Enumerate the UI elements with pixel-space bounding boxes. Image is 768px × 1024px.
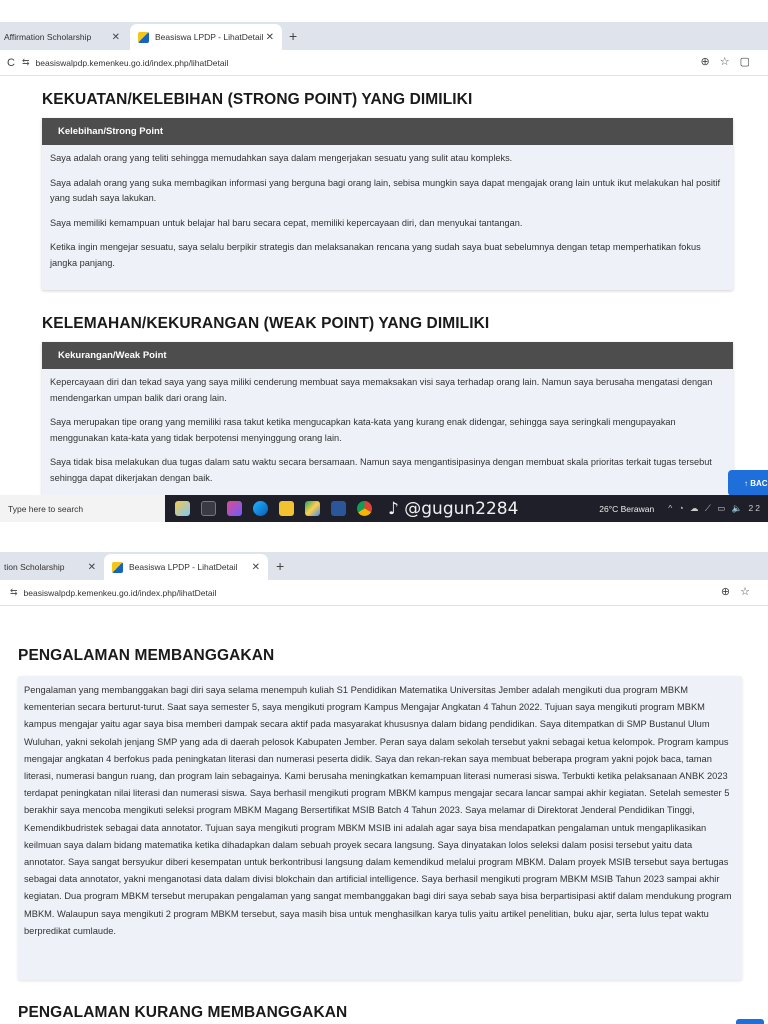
browser-tab-bar [0,552,768,580]
url-text[interactable]: beasiswalpdp.kemenkeu.go.id/index.php/lihatDetail [35,57,229,68]
taskbar-search-input[interactable]: Type here to search [0,495,165,522]
strong-point-1: Saya adalah orang yang teliti sehingga memudahkan saya dalam mengerjakan sesuatu yang sulit atau kompleks. [50,153,513,163]
strong-point-card [42,118,733,290]
bookmark-star-icon[interactable]: ☆ [719,56,740,68]
screenshot-bottom [0,552,768,1024]
site-info-icon[interactable]: ⇆ [22,57,30,67]
copilot-icon[interactable] [175,501,190,516]
strong-point-4: Ketika ingin mengejar sesuatu, saya selalu berpikir strategis dan melaksanakan rencana yang sudah saya buat sebelumnya dengan tetap memperhatikan fokus jangka panjang. [50,242,701,268]
section-title-weak-point: KELEMAHAN/KEKURANGAN (WEAK POINT) YANG DIMILIKI [42,315,490,332]
lpdp-favicon-icon [112,562,123,573]
url-text[interactable]: beasiswalpdp.kemenkeu.go.id/index.php/lihatDetail [23,587,217,598]
word-icon[interactable] [331,501,346,516]
close-icon[interactable]: ✕ [265,31,274,43]
taskbar-apps [175,501,372,516]
back-to-top-button[interactable] [736,1019,764,1024]
section-title-less-proud-experience: PENGALAMAN KURANG MEMBANGGAKAN [18,1004,348,1021]
chrome-icon[interactable] [357,501,372,516]
lpdp-favicon-icon [138,32,149,43]
tab-label: tion Scholarship [4,562,65,572]
tab-affirmation-scholarship[interactable] [0,24,128,50]
extension-icon[interactable]: ▢ [739,56,760,68]
address-bar [0,50,768,76]
tiktok-watermark: ♪ @gugun2284 [388,498,519,519]
weak-point-3: Saya tidak bisa melakukan dua tugas dalam satu waktu secara bersamaan. Namun saya mengantisipasinya dengan membuat skala prioritas terkait tugas tersebut sehingga dapat dikerjakan dengan baik. [50,457,712,483]
tab-beasiswa-lpdp[interactable] [104,554,268,580]
strong-point-2: Saya adalah orang yang suka membagikan informasi yang berguna bagi orang lain, sebisa mungkin saya dapat mengajak orang lain untuk ikut melakukan hal positif yang sudah saya lakukan. [50,177,721,203]
bookmark-star-icon[interactable]: ☆ [740,586,760,598]
section-title-proud-experience: PENGALAMAN MEMBANGGAKAN [18,647,275,664]
zoom-icon[interactable]: ⊕ [720,586,741,598]
proud-experience-text: Pengalaman yang membanggakan bagi diri saya selama menempuh kuliah S1 Pendidikan Matematika Universitas Jember adalah mengikuti dua program MBKM kementerian secara berturut-turut. Saat saya semester 5, saya mengikuti program Kampus Mengajar Angkatan 4 Tahun 2022. Tujuan saya mengikuti program MBKM kampus mengajar yaitu agar saya bisa memberi dampak secara aktif pada masyarakat khususnya dalam bidang pendidikan. Saya ditempatkan di SMP Bustanul Ulum Wuluhan, yakni sekolah jenjang SMP yang ada di daerah pelosok Kabupaten Jember. Peran saya dalam sekolah tersebut yakni sebagai ketua kelompok. Program kampus mengajar angkatan 4 berfokus pada peningkatan literasi dan numerasi peserta didik. Saya dan rekan-rekan saya membuat beberapa program yakni pojok baca, taman literasi, numerasi bangun ruang, dan program lain sebagainya. Kami berusaha meningkatkan kemampuan literasi numerasi siswa. Terbukti ketika pelaksanaan ANBK 2023 terdapat peningkatan nilai literasi dan numerasi siswa. Saya berhasil mengikuti program MBKM kampus mengajar secara lancar sampai akhir kegiatan. Setelah semester 5 berakhir saya mencoba mengikuti seleksi program MBKM Magang Bersertifikat MSIB Batch 4 Tahun 2023. Saya melamar di Direktorat Jenderal Pendidikan Tinggi, Kemendikbudristek sebagai data annotator. Tujuan saya mengikuti program MBKM MSIB ini adalah agar saya bisa mendapatkan pengalaman untuk mengaplikasikan keilmuan saya dalam bidang matematika ketika dihadapkan dalam sebuah proyek secara langsung. Saya dinyatakan lolos seleksi dalam posisi tersebut yaitu data annotator. Saya sangat bersyukur diberi kesempatan untuk berkontribusi langsung dalam kemendikud melalui program MBKM. Dalam proyek MSIB tersebut saya bertugas sebagai data annotator, yakni menganotasi data dalam divisi blokchain dan artificial intelligence. Saya berhasil mengikuti program MBKM MSIB Tahun 2023 sampai akhir kegiatan. Dua program MBKM tersebut merupakan pengalaman yang sangat membanggakan bagi diri saya sebab saya bisa berpartisipasi aktif dalam mendukung program MBKM. Walaupun saya mengikuti 2 program MBKM tersebut, saya masih bisa untuk menghasilkan karya tulis yaitu artikel penelitian, buku ajar, serta lulus tepat waktu berpredikat cumlaude. [24,685,732,936]
tab-label: Beasiswa LPDP - LihatDetail [155,32,264,42]
zoom-icon[interactable]: ⊕ [700,56,720,68]
weak-point-1: Kepercayaan diri dan tekad saya yang saya miliki cenderung membuat saya memaksakan visi saya terhadap orang lain. Namun saya berusaha mengatasi dengan mendengarkan umpan balik dari orang lain. [50,377,713,403]
address-bar [0,580,768,606]
strong-point-3: Saya memiliki kemampuan untuk belajar hal baru secara cepat, memiliki kepercayaan diri, dan menyukai tantangan. [50,217,523,228]
section-title-strong-point: KEKUATAN/KELEBIHAN (STRONG POINT) YANG DIMILIKI [42,91,473,108]
browser-tab-bar [0,22,768,50]
edge-browser-icon[interactable] [253,501,268,516]
google-drive-icon[interactable] [305,501,320,516]
new-tab-button[interactable]: + [276,558,285,574]
site-info-icon[interactable]: ⇆ [10,587,18,597]
tab-beasiswa-lpdp[interactable] [130,24,282,50]
windows-taskbar [0,495,768,522]
close-icon[interactable]: ✕ [87,561,96,573]
task-view-icon[interactable] [201,501,216,516]
address-bar-actions [721,585,760,598]
tab-label: Affirmation Scholarship [4,32,92,42]
address-bar-actions [701,55,761,68]
card-header: Kekurangan/Weak Point [42,342,733,369]
reload-icon[interactable]: C [7,56,15,69]
file-explorer-icon[interactable] [279,501,294,516]
weak-point-card [42,342,733,497]
weather-widget[interactable]: 26°C Berawan [599,503,655,514]
proud-experience-box [18,676,742,980]
weak-point-2: Saya merupakan tipe orang yang memiliki rasa takut ketika mengucapkan kata-kata yang kurang enak didengar, sehingga saya seringkali mengupayakan menggunakan kata-kata yang tidak berpotensi menyinggung orang lain. [50,417,676,443]
close-icon[interactable]: ✕ [111,31,120,43]
new-tab-button[interactable]: + [289,28,298,44]
system-tray[interactable]: ^ ◔ ☁ ⟋ ▭ 🔈 22 [668,503,762,513]
card-header: Kelebihan/Strong Point [42,118,733,145]
screenshot-divider [0,522,768,552]
back-to-top-button[interactable]: ↑ BAC [728,470,768,496]
tab-label: Beasiswa LPDP - LihatDetail [129,562,238,572]
copilot-app-icon[interactable] [227,501,242,516]
close-icon[interactable]: ✕ [251,561,260,573]
tab-affirmation-scholarship[interactable] [0,554,104,580]
